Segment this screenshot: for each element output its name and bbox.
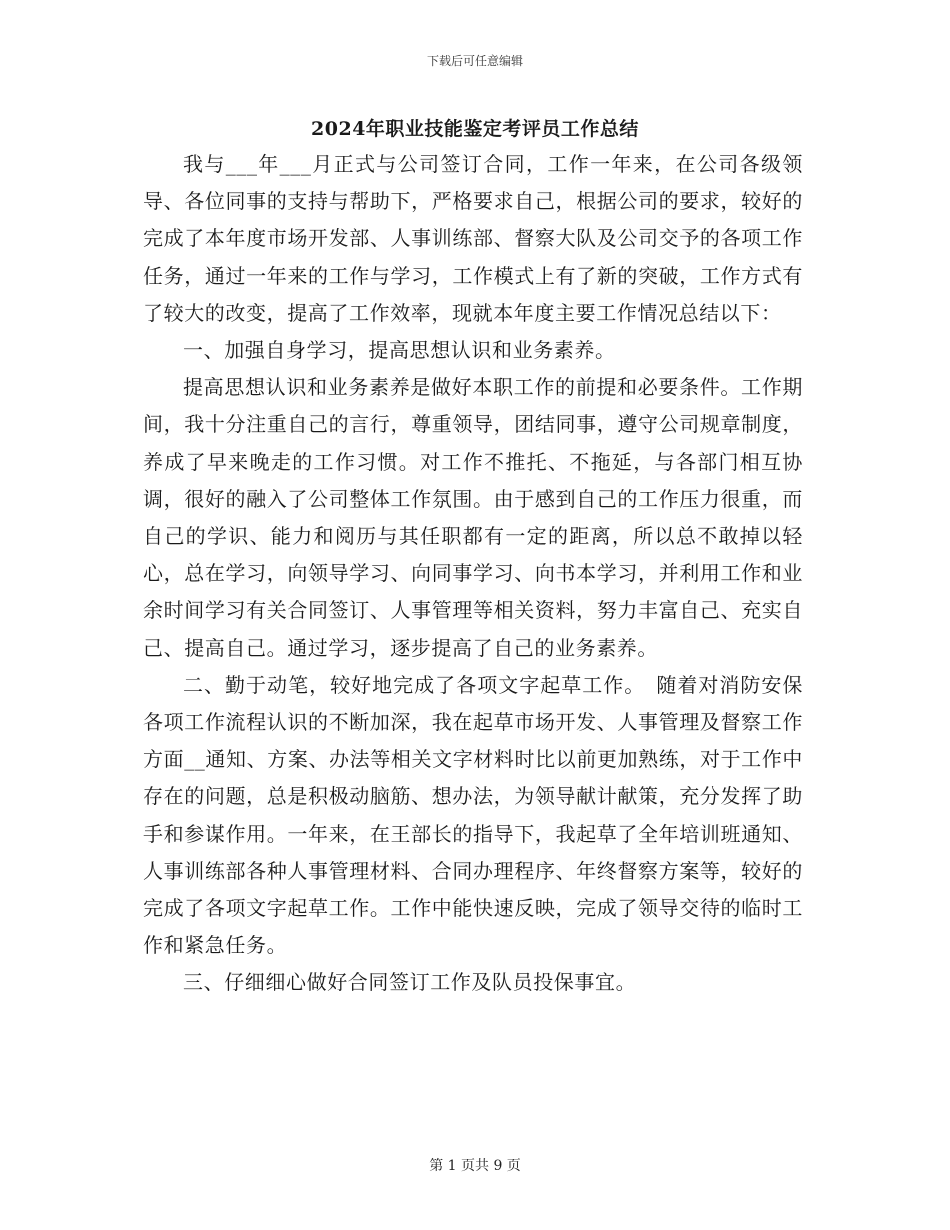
section-1-paragraph: 提高思想认识和业务素养是做好本职工作的前提和必要条件。工作期间，我十分注重自己的言行，尊重领导，团结同事，遵守公司规章制度，养成了早来晚走的工作习惯。对工作不推托、不拖延，与各部门相互协调，很好的融入了公司整体工作氛围。由于感到自己的工作压力很重，而自己的学识、能力和阅历与其任职都有一定的距离，所以总不敢掉以轻心，总在学习，向领导学习、向同事学习、向书本学习，并利用工作和业余时间学习有关合同签订、人事管理等相关资料，努力丰富自己、充实自己、提高自己。通过学习，逐步提高了自己的业务素养。: [143, 375, 803, 660]
section-heading-1: 一、加强自身学习，提高思想认识和业务素养。: [183, 338, 616, 363]
page-number: 第 1 页共 9 页: [429, 1158, 521, 1174]
section-2-paragraph: 二、勤于动笔，较好地完成了各项文字起草工作。 随着对消防安保各项工作流程认识的不断加深，我在起草市场开发、人事管理及督察工作方面__通知、方案、办法等相关文字材料时比以前更加熟练，对于工作中存在的问题，总是积极动脑筋、想办法，为领导献计献策，充分发挥了助手和参谋作用。一年来，在王部长的指导下，我起草了全年培训班通知、人事训练部各种人事管理材料、合同办理程序、年终督察方案等，较好的完成了各项文字起草工作。工作中能快速反映，完成了领导交待的临时工作和紧急任务。: [143, 672, 803, 958]
section-heading-3: 三、仔细细心做好合同签订工作及队员投保事宜。: [183, 970, 637, 995]
download-editable-note: 下载后可任意编辑: [426, 54, 523, 68]
intro-paragraph: 我与___年___月正式与公司签订合同，工作一年来，在公司各级领导、各位同事的支持与帮助下，严格要求自己，根据公司的要求，较好的完成了本年度市场开发部、人事训练部、督察大队及公司交予的各项工作任务，通过一年来的工作与学习，工作模式上有了新的突破，工作方式有了较大的改变，提高了工作效率，现就本年度主要工作情况总结以下：: [143, 152, 803, 325]
document-body: [143, 146, 803, 1002]
document-title: 2024年职业技能鉴定考评员工作总结: [311, 118, 639, 140]
